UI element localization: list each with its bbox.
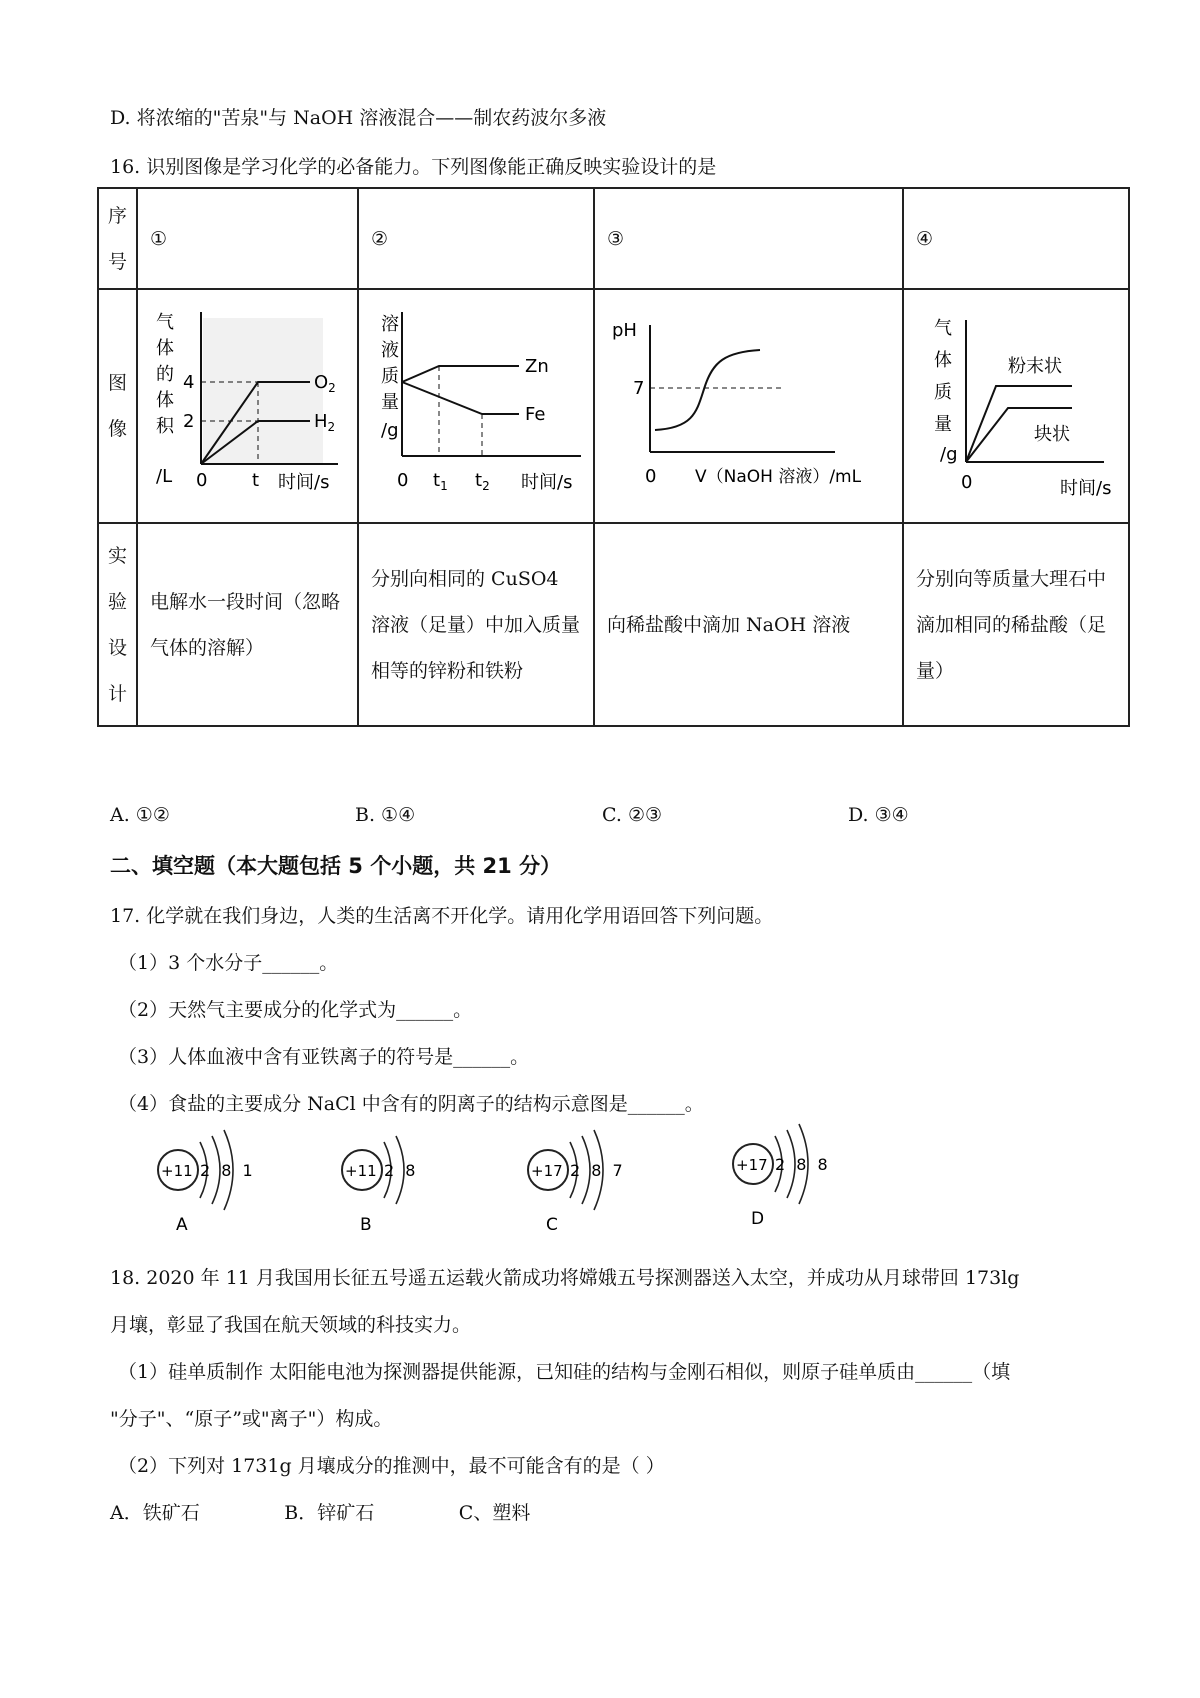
y-label-4: 量: [934, 414, 953, 435]
origin: 0: [961, 472, 973, 493]
y-label-1: 气: [934, 318, 953, 339]
x-label: 时间/s: [1060, 478, 1112, 499]
question-17-3: （3）人体血液中含有亚铁离子的符号是______。: [118, 1046, 530, 1068]
graph-cell-4: [903, 289, 1129, 523]
q16-option-c: C. ②③: [602, 804, 663, 826]
q16-option-d: D. ③④: [848, 804, 909, 826]
tick-t: t: [252, 470, 260, 491]
y-unit: /g: [381, 420, 399, 441]
design-2: 分别向相同的 CuSO4 溶液（足量）中加入质量相等的锌粉和铁粉: [358, 523, 594, 726]
question-18-1-line-1: （1）硅单质制作 太阳能电池为探测器提供能源，已知硅的结构与金刚石相似，则原子硅单质由______（填: [118, 1361, 1011, 1383]
question-18-line-1: 18. 2020 年 11 月我国用长征五号遥五运载火箭成功将嫦娥五号探测器送入太空，并成功从月球带回 173lg: [110, 1267, 1020, 1289]
x-label: 时间/s: [521, 472, 573, 493]
y-unit: /g: [940, 444, 958, 465]
block-label: 块状: [1034, 424, 1071, 445]
o2-label: $O_2$: [314, 372, 336, 395]
question-18-2-options: A．铁矿石 B．锌矿石 C、塑料: [110, 1502, 531, 1524]
q16-option-a: A. ①②: [110, 804, 170, 826]
design-4: 分别向等质量大理石中滴加相同的稀盐酸（足量）: [903, 523, 1129, 726]
y-label-2: 体: [156, 338, 175, 359]
question-16: 16. 识别图像是学习化学的必备能力。下列图像能正确反映实验设计的是: [110, 156, 717, 178]
y-label-1: 溶: [381, 314, 400, 335]
powder-label: 粉末状: [1008, 356, 1063, 377]
fe-label: Fe: [525, 404, 546, 425]
y-label-3: 质: [381, 366, 400, 387]
y-label: pH: [612, 320, 637, 341]
row-header-number: 序号: [98, 188, 137, 289]
tick-4: 4: [183, 372, 195, 393]
question-18-line-2: 月壤，彰显了我国在航天领域的科技实力。: [110, 1314, 472, 1336]
option-letter: D: [751, 1209, 765, 1229]
section-2-heading: 二、填空题（本大题包括 5 个小题，共 21 分）: [110, 854, 562, 878]
atom-diagram-a: [148, 1120, 268, 1240]
question-17: 17. 化学就在我们身边，人类的生活离不开化学。请用化学用语回答下列问题。: [110, 905, 774, 927]
ph-graph: [595, 290, 902, 522]
fe-line: [402, 382, 519, 414]
option-d-line: D. 将浓缩的"苦泉"与 NaOH 溶液混合——制农药波尔多液: [110, 107, 607, 129]
atom-diagram-c: [518, 1120, 638, 1240]
question-16-table: [97, 187, 1130, 727]
question-18-1-line-2: "分子"、“原子”或"离子"）构成。: [110, 1408, 393, 1430]
nucleus-label: +11: [161, 1162, 193, 1180]
graph-cell-3: [594, 289, 903, 523]
cell-number-4: ④: [903, 188, 1129, 289]
tick-2: 2: [183, 411, 195, 432]
shell-electrons: 2 8 1: [200, 1161, 253, 1180]
origin: 0: [196, 470, 208, 491]
x-label: V（NaOH 溶液）/mL: [695, 467, 862, 487]
h2-label: $H_2$: [314, 411, 336, 434]
y-label-5: 积: [156, 416, 175, 437]
cell-number-3: ③: [594, 188, 903, 289]
nucleus-label: +17: [531, 1162, 563, 1180]
y-label-4: 体: [156, 390, 175, 411]
marble-acid-graph: [904, 290, 1128, 522]
y-label-2: 体: [934, 350, 953, 371]
question-17-1: （1）3 个水分子______。: [118, 952, 339, 974]
nucleus-label: +11: [345, 1162, 377, 1180]
graph-shading: [203, 318, 323, 464]
electrolysis-graph: [138, 290, 357, 522]
zn-line: [402, 366, 519, 382]
design-3: 向稀盐酸中滴加 NaOH 溶液: [594, 523, 903, 726]
shell-electrons: 2 8 7: [570, 1161, 623, 1180]
nucleus-label: +17: [736, 1156, 768, 1174]
row-header-design: 实验设计: [98, 523, 137, 726]
question-17-4: （4）食盐的主要成分 NaCl 中含有的阴离子的结构示意图是______。: [118, 1093, 704, 1115]
atom-diagram-d: [723, 1114, 843, 1234]
y-label-2: 液: [381, 340, 400, 361]
ph-curve: [655, 350, 760, 430]
cell-number-2: ②: [358, 188, 594, 289]
shell-electrons: 2 8 8: [775, 1155, 828, 1174]
tick-7: 7: [633, 378, 645, 399]
y-label-3: 质: [934, 382, 953, 403]
row-header-graph: 图像: [98, 289, 137, 523]
tick-t2: $t_2$: [475, 470, 490, 493]
graph-cell-2: [358, 289, 594, 523]
graph-cell-1: [137, 289, 358, 523]
y-label-4: 量: [381, 392, 400, 413]
q16-option-b: B. ①④: [355, 804, 416, 826]
zn-label: Zn: [525, 356, 549, 377]
metal-displacement-graph: [359, 290, 593, 522]
origin: 0: [645, 466, 657, 487]
question-17-2: （2）天然气主要成分的化学式为______。: [118, 999, 473, 1021]
y-label-1: 气: [156, 312, 175, 333]
design-1: 电解水一段时间（忽略气体的溶解）: [137, 523, 358, 726]
y-unit: /L: [156, 466, 173, 487]
tick-t1: $t_1$: [433, 470, 448, 493]
x-label: 时间/s: [278, 472, 330, 493]
question-18-2: （2）下列对 1731g 月壤成分的推测中，最不可能含有的是（ ）: [118, 1455, 665, 1477]
y-label-3: 的: [156, 364, 175, 385]
origin: 0: [397, 470, 409, 491]
option-letter: C: [546, 1215, 558, 1235]
option-letter: A: [176, 1215, 188, 1235]
shell-electrons: 2 8: [384, 1161, 416, 1180]
atom-diagram-b: [332, 1120, 452, 1240]
cell-number-1: ①: [137, 188, 358, 289]
option-letter: B: [360, 1215, 372, 1235]
